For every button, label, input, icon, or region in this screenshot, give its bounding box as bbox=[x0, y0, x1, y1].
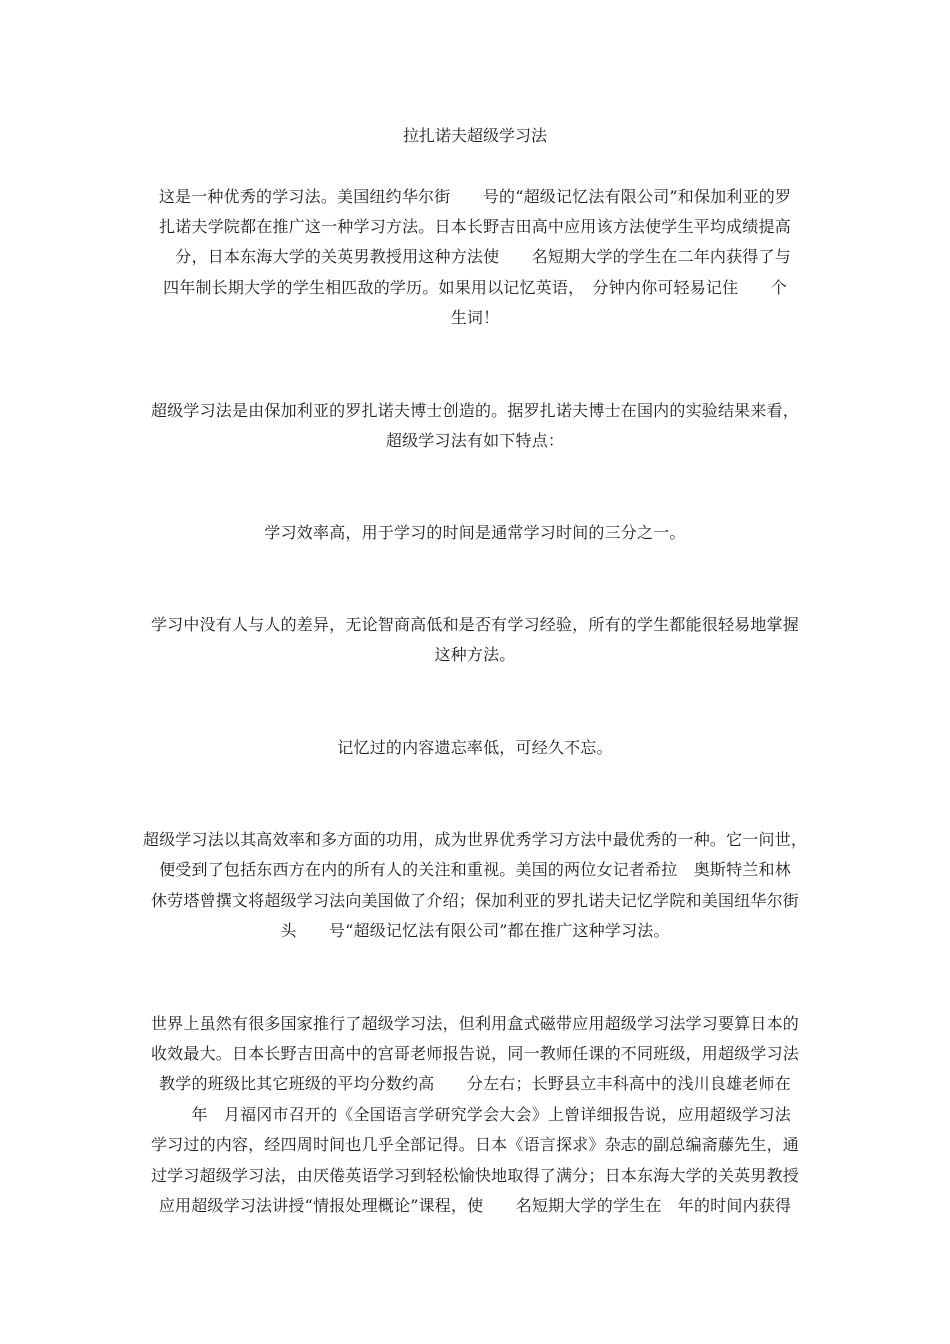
paragraph-1-line-3: 分，日本东海大学的关英男教授用这种方法使 名短期大学的学生在二年内获得了与 bbox=[159, 247, 791, 266]
paragraph-7-line-4: 年 月福冈市召开的《全国语言学研究学会大会》上曾详细报告说，应用超级学习法 bbox=[159, 1105, 791, 1124]
paragraph-3-line-1: 学习效率高，用于学习的时间是通常学习时间的三分之一。 bbox=[264, 523, 686, 542]
paragraph-6-line-2: 便受到了包括东西方在内的所有人的关注和重视。美国的两位女记者希拉 奥斯特兰和林 bbox=[159, 860, 791, 879]
paragraph-4-line-2: 这种方法。 bbox=[434, 645, 516, 664]
paragraph-2-line-1: 超级学习法是由保加利亚的罗扎诺夫博士创造的。据罗扎诺夫博士在国内的实验结果来看， bbox=[150, 401, 799, 420]
paragraph-7-line-5: 学习过的内容，经四周时间也几乎全部记得。日本《语言探求》杂志的副总编斋藤先生，通 bbox=[150, 1135, 799, 1154]
paragraph-7-line-6: 过学习超级学习法，由厌倦英语学习到轻松愉快地取得了满分；日本东海大学的关英男教授 bbox=[150, 1166, 799, 1185]
document-title: 拉扎诺夫超级学习法 bbox=[402, 126, 547, 145]
paragraph-4-line-1: 学习中没有人与人的差异，无论智商高低和是否有学习经验，所有的学生都能很轻易地掌握 bbox=[150, 615, 799, 634]
paragraph-6-line-3: 休劳塔曾撰文将超级学习法向美国做了介绍；保加利亚的罗扎诺夫记忆学院和美国纽华尔街 bbox=[150, 891, 799, 910]
paragraph-1-line-5: 生词！ bbox=[450, 308, 500, 327]
paragraph-2-line-2: 超级学习法有如下特点： bbox=[385, 431, 565, 450]
paragraph-6-line-1: 超级学习法以其高效率和多方面的功用，成为世界优秀学习方法中最优秀的一种。它一问世， bbox=[142, 830, 808, 849]
paragraph-6-line-4: 头 号“超级记忆法有限公司”都在推广这种学习法。 bbox=[280, 921, 670, 940]
paragraph-5-line-1: 记忆过的内容遗忘率低，可经久不忘。 bbox=[337, 738, 613, 757]
paragraph-1-line-4: 四年制长期大学的学生相匹敌的学历。如果用以记忆英语， 分钟内你可轻易记住 个 bbox=[163, 278, 787, 297]
paragraph-7-line-1: 世界上虽然有很多国家推行了超级学习法，但利用盒式磁带应用超级学习法学习要算日本的 bbox=[150, 1014, 799, 1033]
paragraph-7-line-7: 应用超级学习法讲授“情报处理概论”课程，使 名短期大学的学生在 年的时间内获得 bbox=[158, 1196, 792, 1215]
paragraph-7-line-3: 教学的班级比其它班级的平均分数约高 分左右；长野县立丰科高中的浅川良雄老师在 bbox=[159, 1074, 791, 1093]
paragraph-1-line-2: 扎诺夫学院都在推广这一种学习方法。日本长野吉田高中应用该方法使学生平均成绩提高 bbox=[159, 217, 791, 236]
paragraph-1-line-1: 这是一种优秀的学习法。美国纽约华尔街 号的“超级记忆法有限公司”和保加利亚的罗 bbox=[158, 187, 792, 206]
paragraph-7-line-2: 收效最大。日本长野吉田高中的宫哥老师报告说，同一教师任课的不同班级，用超级学习法 bbox=[150, 1044, 799, 1063]
